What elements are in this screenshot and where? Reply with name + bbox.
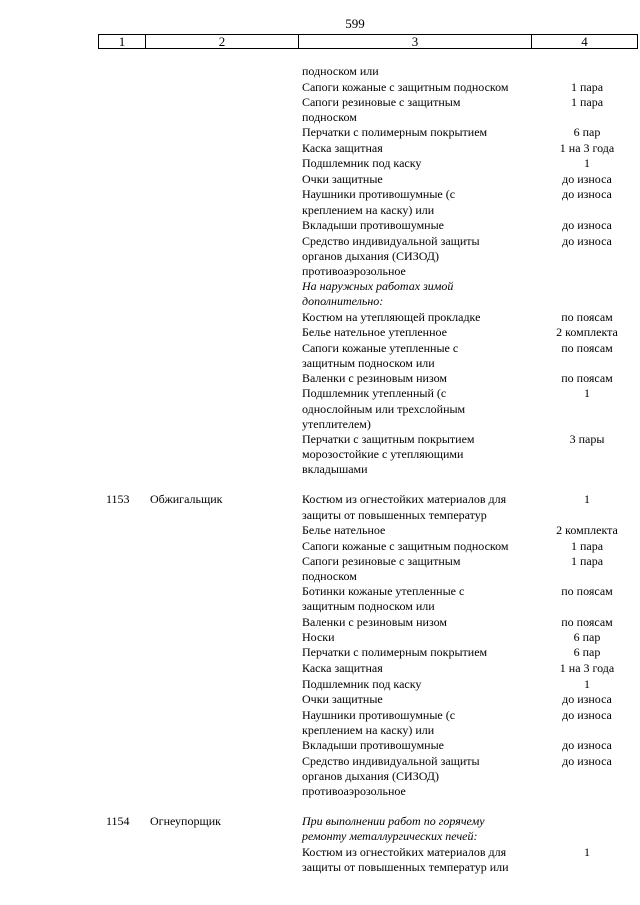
ppe-item: Перчатки с полимерным покрытием [302,645,488,659]
ppe-item: Каска защитная [302,661,383,675]
ppe-item: дополнительно: [302,294,384,308]
ppe-item: подноском [302,110,357,124]
ppe-item: защиты от повышенных температур или [302,860,509,874]
ppe-item: На наружных работах зимой [302,279,454,293]
ppe-item: защитным подноском или [302,599,435,613]
ppe-item: защиты от повышенных температур [302,508,487,522]
ppe-quantity: 3 пары [569,432,605,446]
ppe-quantity: до износа [562,172,612,186]
ppe-item: Белье нательное [302,523,386,537]
ppe-item: Очки защитные [302,692,383,706]
column-header-3: 3 [299,35,532,49]
ppe-quantity: по поясам [561,310,613,324]
ppe-item: подноском или [302,64,379,78]
ppe-quantity: 1 пара [570,554,604,568]
ppe-item: Сапоги кожаные утепленные с [302,341,459,355]
ppe-quantity: до износа [562,738,612,752]
ppe-quantity: по поясам [561,371,613,385]
ppe-quantity: по поясам [561,584,613,598]
ppe-quantity: 2 комплекта [556,523,618,537]
ppe-item: Перчатки с полимерным покрытием [302,125,488,139]
ppe-quantity: 1 [584,156,590,170]
ppe-item: однослойным или трехслойным [302,402,466,416]
ppe-item: Сапоги резиновые с защитным [302,554,461,568]
row-number: 1153 [106,492,130,506]
ppe-quantity: 1 на 3 года [559,661,615,675]
ppe-item: Сапоги резиновые с защитным [302,95,461,109]
ppe-item: Очки защитные [302,172,383,186]
ppe-quantity: до износа [562,708,612,722]
column-header-4: 4 [532,35,638,49]
ppe-item: вкладышами [302,462,368,476]
ppe-item: Подшлемник под каску [302,156,422,170]
ppe-quantity: 1 [584,845,590,859]
ppe-quantity: 6 пар [573,645,601,659]
ppe-quantity: до износа [562,692,612,706]
profession-name: Огнеупорщик [150,814,221,828]
ppe-item: креплением на каску) или [302,723,435,737]
ppe-item: Вкладыши противошумные [302,738,444,752]
ppe-item: Наушники противошумные (с [302,708,456,722]
row-number: 1154 [106,814,130,828]
ppe-item: защитным подноском или [302,356,435,370]
ppe-quantity: по поясам [561,615,613,629]
ppe-item: Сапоги кожаные с защитным подноском [302,80,509,94]
ppe-item: органов дыхания (СИЗОД) [302,249,439,263]
ppe-item: Ботинки кожаные утепленные с [302,584,465,598]
ppe-quantity: 1 пара [570,95,604,109]
ppe-item: Белье нательное утепленное [302,325,447,339]
ppe-item: морозостойкие с утепляющими [302,447,464,461]
ppe-item: Средство индивидуальной защиты [302,754,480,768]
ppe-quantity: по поясам [561,341,613,355]
column-header-table [98,34,638,49]
ppe-item: органов дыхания (СИЗОД) [302,769,439,783]
ppe-item: Подшлемник под каску [302,677,422,691]
ppe-item: Костюм на утепляющей прокладке [302,310,481,324]
ppe-item: Средство индивидуальной защиты [302,234,480,248]
ppe-quantity: 6 пар [573,125,601,139]
ppe-item: противоаэрозольное [302,784,406,798]
ppe-item: При выполнении работ по горячему [302,814,485,828]
ppe-quantity: 1 на 3 года [559,141,615,155]
ppe-quantity: 1 пара [570,539,604,553]
ppe-quantity: 1 [584,677,590,691]
ppe-quantity: 6 пар [573,630,601,644]
ppe-item: Перчатки с защитным покрытием [302,432,475,446]
ppe-item: Сапоги кожаные с защитным подноском [302,539,509,553]
ppe-quantity: до износа [562,187,612,201]
ppe-item: Валенки с резиновым низом [302,371,448,385]
ppe-item: Вкладыши противошумные [302,218,444,232]
ppe-item: креплением на каску) или [302,203,435,217]
ppe-quantity: 1 [584,386,590,400]
ppe-item: подноском [302,569,357,583]
ppe-item: ремонту металлургических печей: [302,829,478,843]
ppe-item: Костюм из огнестойких материалов для [302,492,507,506]
ppe-item: противоаэрозольное [302,264,406,278]
ppe-quantity: до износа [562,218,612,232]
column-header-2: 2 [146,35,299,49]
ppe-item: Носки [302,630,335,644]
ppe-quantity: 2 комплекта [556,325,618,339]
column-header-1: 1 [99,35,146,49]
ppe-item: Каска защитная [302,141,383,155]
ppe-item: Наушники противошумные (с [302,187,456,201]
ppe-quantity: до износа [562,234,612,248]
ppe-item: утеплителем) [302,417,371,431]
ppe-quantity: 1 [584,492,590,506]
ppe-quantity: 1 пара [570,80,604,94]
profession-name: Обжигальщик [150,492,223,506]
ppe-item: Валенки с резиновым низом [302,615,448,629]
page-number: 599 [345,16,365,31]
ppe-quantity: до износа [562,754,612,768]
ppe-item: Подшлемник утепленный (с [302,386,447,400]
ppe-item: Костюм из огнестойких материалов для [302,845,507,859]
